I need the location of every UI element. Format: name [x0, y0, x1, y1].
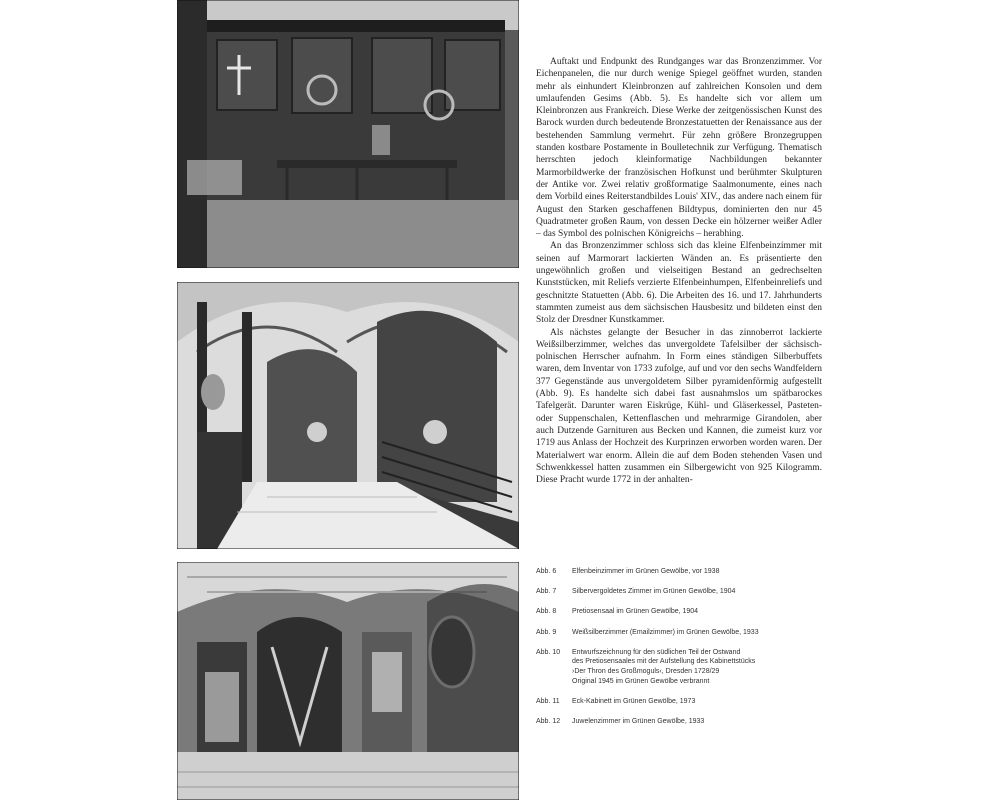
caption-text: Eck-Kabinett im Grünen Gewölbe, 1973 [572, 697, 696, 705]
paragraph-bronze-room: Auftakt und Endpunkt des Rundganges war das Bronzenzimmer. Vor Eichenpanelen, die nur durch wenige Spiegel geöffnet wurden, standen mehr als einhundert Kleinbronzen auf zahlreichen Konsolen und dem umlaufenden Gesims (Abb. 5). Es handelte sich vor allem um Kleinbronzen aus Frankreich. Diese Werke der zeitgenössischen Kunst des Barock wurden durch bedeutende Bronzestatuetten der Renaissance aus der bestehenden Sammlung vermehrt. Für zehn größere Bronzegruppen standen kostbare Postamente in Boulletechnik zur Verfügung. Thematisch herrschten jedoch kleinformatige Nachbildungen bekannter Marmorbildwerke der französischen Hofkunst und berühmter Skulpturen der Antike vor. Zwei relativ großformatige Saalmonumente, eines nach dem Vorbild eines Reiterstandbildes Louis' XIV., das andere nach einem für August den Starken geschaffenen Bildtypus, dominierten den nur 45 Quadratmeter großen Raum, von dessen Decke ein hölzerner weißer Adler – das Symbol des polnischen Königreichs – herabhing. [536, 57, 822, 240]
caption-text: Juwelenzimmer im Grünen Gewölbe, 1933 [572, 717, 705, 725]
caption-label: Abb. 9 [536, 628, 557, 636]
caption-abb-9 [536, 628, 836, 638]
caption-text: Weißsilberzimmer (Emailzimmer) im Grünen Gewölbe, 1933 [572, 628, 759, 636]
caption-label: Abb. 8 [536, 608, 557, 616]
caption-abb-10 [536, 648, 836, 686]
caption-list [536, 567, 836, 737]
caption-label: Abb. 11 [536, 697, 560, 705]
photo-ivory-room [177, 0, 519, 268]
paragraph-white-silver-room: Als nächstes gelangte der Besucher in das zinnoberrot lackierte Weißsilberzimmer, welches das unvergoldete Tafelsilber der sächsisch-polnischen Herrscher aufnahm. In Form eines ständigen Silberbuffets waren, dem Inventar von 1733 zufolge, auf und vor den sechs Wandfeldern 377 Gegenstände aus unvergoldetem Silber pyramidenförmig aufgestellt (Abb. 9). Es handelte sich dabei fast ausnahmslos um spätbarockes Tafelgerät. Darunter waren Eiskrüge, Kühl- und Gläserkessel, Pasteten- oder Suppenschalen, Kettenflaschen und mehrarmige Girandolen, aber auch Dutzende Garnituren aus Becken und Kannen, die zumeist kurz vor 1719 aus Anlass der Hochzeit des Kurprinzen erworben worden waren. Der Materialwert war enorm. Allein die auf dem Boden stehenden Vasen und Schwenkkessel hatten zusammen ein Silbergewicht von 925 Kilogramm. Diese Pracht wurde 1772 in der anhalten- [536, 327, 822, 486]
caption-abb-11 [536, 697, 836, 707]
caption-label: Abb. 7 [536, 588, 557, 596]
caption-abb-12 [536, 717, 836, 727]
caption-text: Elfenbeinzimmer im Grünen Gewölbe, vor 1938 [572, 568, 720, 575]
caption-label: Abb. 12 [536, 717, 561, 725]
paragraph-ivory-room: An das Bronzenzimmer schloss sich das kleine Elfenbeinzimmer mit seinen auf Marmorart lackierten Wänden an. Es präsentierte den ungewöhnlich großen und vielseitigen Bestand an gedrechselten Kunststücken, mit Reliefs verzierte Elfenbeinhumpen, Elfenbeinreliefs und geschnitzte Statuetten (Abb. 6). Die Arbeiten des 16. und 17. Jahrhunderts stammten zumeist aus dem sächsischen Hausbesitz und bildeten einst den Stolz der Dresdner Kunstkammer. [536, 241, 822, 326]
caption-text: Pretiosensaal im Grünen Gewölbe, 1904 [572, 608, 699, 616]
caption-abb-8 [536, 607, 836, 617]
body-text [536, 56, 822, 486]
photo-pretiosensaal [177, 562, 519, 800]
caption-label: Abb. 6 [536, 568, 557, 575]
caption-abb-6 [536, 567, 836, 577]
caption-text: Entwurfszeichnung für den südlichen Teil der Ostwand des Pretiosensaales mit der Aufstellung des Kabinettstücks ›Der Thron des Großmoguls‹, Dresden 1728/29 Original 1945 im Grünen Gewölbe verbrannt [572, 648, 756, 685]
photo-silver-gilt-room [177, 282, 519, 549]
caption-abb-7 [536, 587, 836, 597]
caption-text: Silbervergoldetes Zimmer im Grünen Gewölbe, 1904 [572, 588, 736, 596]
caption-label: Abb. 10 [536, 648, 561, 656]
